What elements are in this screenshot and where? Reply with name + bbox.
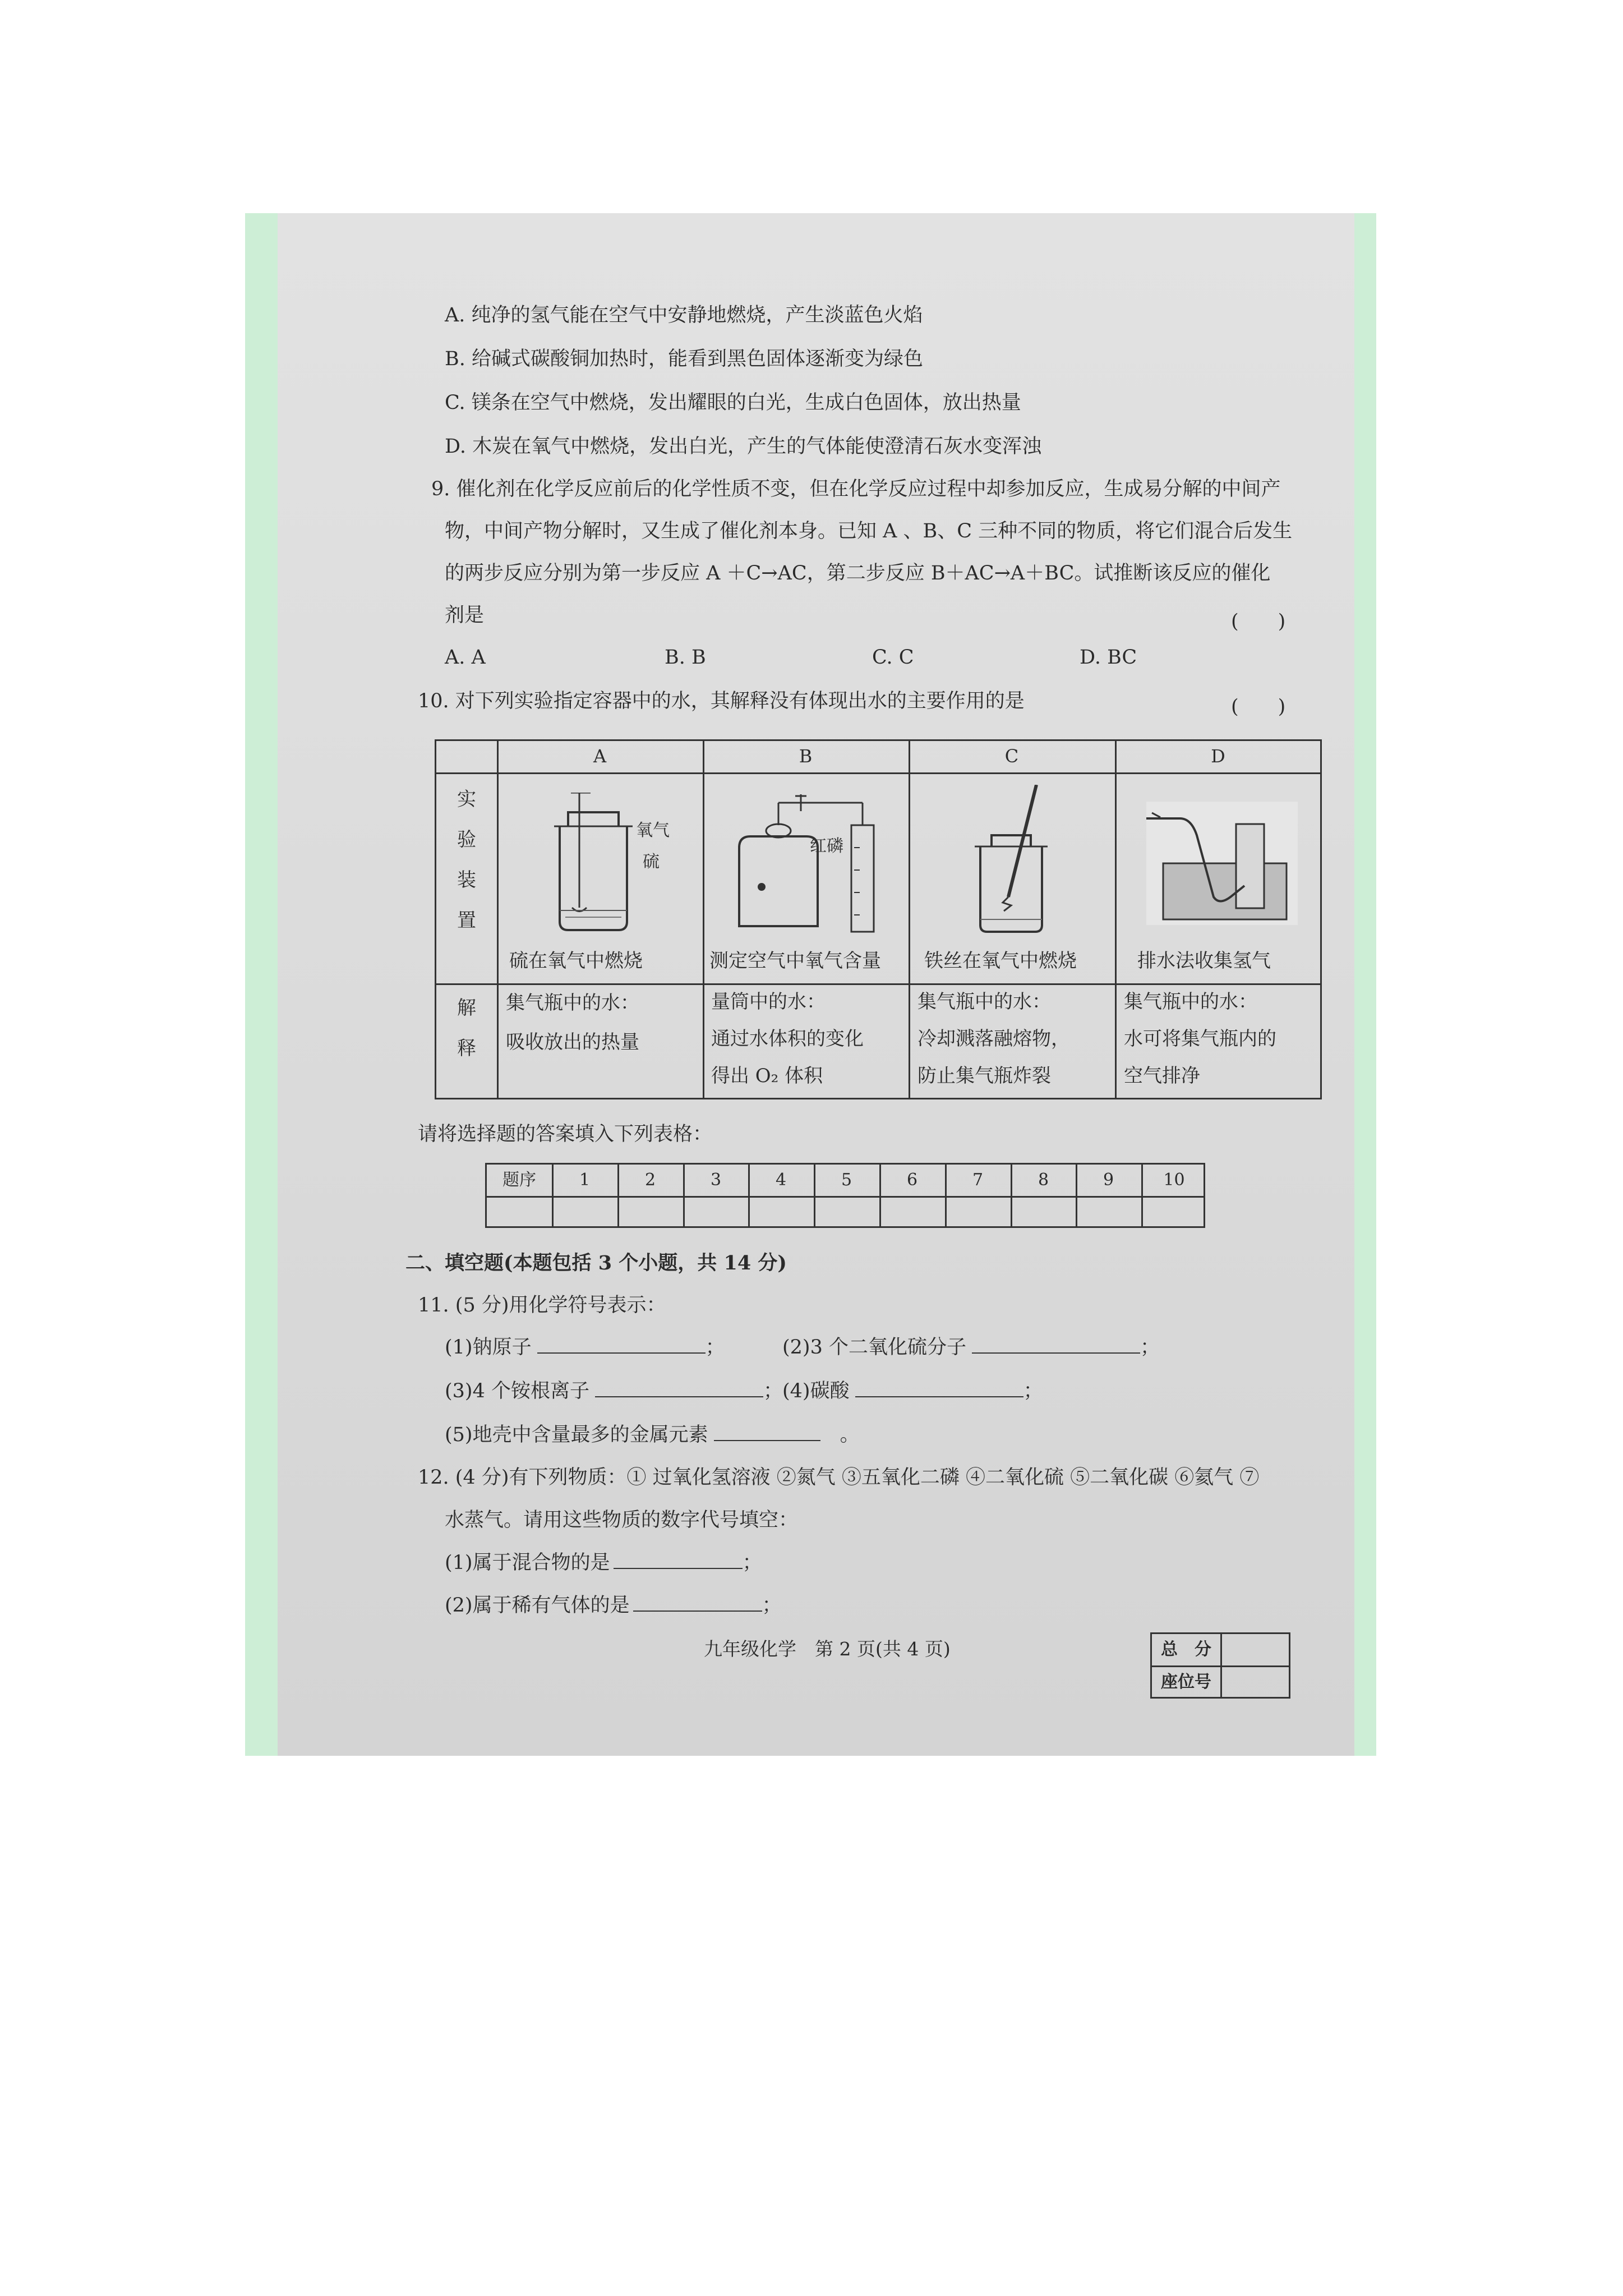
q11-item-2-label: (2)3 个二氧化硫分子 [782, 1336, 966, 1359]
caption-air-oxygen: 测定空气中氧气含量 [709, 950, 881, 972]
q12-item-2-blank[interactable] [633, 1594, 762, 1612]
answer-number-10: 10 [1163, 1170, 1185, 1190]
q11-item-1: (1)钠原子 ； [445, 1336, 725, 1359]
answer-number-1: 1 [579, 1170, 591, 1190]
q9-line-2: 物，中间产物分解时，又生成了催化剂本身。已知 A 、B、C 三种不同的物质，将它们混合后发生 [445, 520, 1293, 542]
explain-d-1: 集气瓶中的水： [1124, 991, 1257, 1013]
q11-stem: 11. (5 分)用化学符号表示： [418, 1294, 666, 1317]
row-label-setup-1: 实 [457, 788, 476, 811]
column-head-a: A [593, 746, 607, 767]
answer-table-prompt: 请将选择题的答案填入下列表格： [418, 1123, 713, 1145]
q11-item-5-blank[interactable] [714, 1423, 820, 1441]
answer-slot-6[interactable] [879, 1197, 945, 1228]
q8-option-a: A. 纯净的氢气能在空气中安静地燃烧，产生淡蓝色火焰 [445, 304, 923, 326]
answer-slot-4[interactable] [748, 1197, 814, 1228]
q12-line-2: 水蒸气。请用这些物质的数字代号填空： [445, 1509, 799, 1531]
total-score-label: 总 分 [1161, 1640, 1211, 1659]
answer-slot-8[interactable] [1011, 1197, 1076, 1228]
q12-line-1: 12. (4 分)有下列物质：① 过氧化氢溶液 ②氮气 ③五氧化二磷 ④二氧化硫 ⑤二氧化碳 ⑥氦气 ⑦ [418, 1466, 1260, 1489]
q11-item-3: (3)4 个铵根离子 ； [445, 1380, 783, 1402]
q9-line-1: 9. 催化剂在化学反应前后的化学性质不变，但在化学反应过程中却参加反应，生成易分解的中间产 [431, 478, 1281, 500]
q12-item-2-label: (2)属于稀有气体的是 [445, 1594, 630, 1617]
exam-paper [278, 213, 1354, 1756]
page-footer: 九年级化学 第 2 页(共 4 页) [704, 1638, 951, 1660]
explain-a-2: 吸收放出的热量 [506, 1031, 639, 1053]
q11-item-1-blank[interactable] [537, 1336, 706, 1354]
explain-b-3: 得出 O₂ 体积 [711, 1065, 823, 1087]
q9-option-d: D. BC [1080, 646, 1137, 669]
q8-option-c: C. 镁条在空气中燃烧，发出耀眼的白光，生成白色固体，放出热量 [445, 392, 1021, 414]
sulfur-jar-diagram [543, 793, 644, 938]
q11-item-5: (5)地壳中含量最多的金属元素 。 [445, 1424, 860, 1446]
answer-slot-1[interactable] [552, 1197, 617, 1228]
answer-slot-2[interactable] [617, 1197, 683, 1228]
answer-table [485, 1163, 1205, 1228]
q11-item-3-blank[interactable] [595, 1379, 763, 1397]
phosphorus-flask-diagram [728, 792, 885, 937]
label-red-phosphorus: 红磷 [810, 836, 843, 856]
q9-line-4: 剂是 [445, 604, 485, 627]
seat-number-label: 座位号 [1161, 1672, 1211, 1692]
row-label-setup-3: 装 [457, 869, 476, 891]
q11-item-2: (2)3 个二氧化硫分子 ； [782, 1336, 1160, 1359]
answer-slot-9[interactable] [1076, 1197, 1141, 1228]
label-oxygen: 氧气 [636, 821, 670, 840]
q11-item-4: (4)碳酸 ； [782, 1380, 1043, 1402]
water-collection-diagram [1146, 802, 1298, 925]
answer-slot-10[interactable] [1141, 1197, 1207, 1228]
q8-option-d: D. 木炭在氧气中燃烧，发出白光，产生的气体能使澄清石灰水变浑浊 [445, 435, 1042, 458]
answer-slot-5[interactable] [814, 1197, 879, 1228]
row-label-setup-4: 置 [457, 909, 476, 932]
column-head-c: C [1004, 746, 1019, 767]
q11-item-4-label: (4)碳酸 [782, 1380, 850, 1402]
explain-b-1: 量筒中的水： [711, 991, 826, 1013]
answer-number-5: 5 [841, 1170, 852, 1190]
q9-answer-paren: ( ) [1231, 610, 1286, 633]
answer-number-6: 6 [906, 1170, 918, 1190]
answer-slot-7[interactable] [945, 1197, 1011, 1228]
q10-answer-paren: ( ) [1231, 696, 1286, 718]
explain-c-2: 冷却溅落融熔物， [917, 1028, 1070, 1050]
row-label-explain-2: 释 [457, 1037, 476, 1060]
answer-number-9: 9 [1103, 1170, 1114, 1190]
q11-item-2-blank[interactable] [972, 1336, 1140, 1354]
explain-c-3: 防止集气瓶炸裂 [917, 1065, 1051, 1087]
column-head-b: B [799, 746, 813, 767]
q11-item-1-label: (1)钠原子 [445, 1336, 532, 1359]
q9-option-c: C. C [872, 646, 914, 669]
photo-background [245, 213, 1376, 1756]
explain-c-1: 集气瓶中的水： [917, 991, 1051, 1013]
q9-line-3: 的两步反应分别为第一步反应 A ＋C→AC，第二步反应 B＋AC→A＋BC。试推断该反应的催化 [445, 562, 1271, 585]
q10-stem: 10. 对下列实验指定容器中的水，其解释没有体现出水的主要作用的是 [418, 690, 1025, 712]
column-head-d: D [1211, 746, 1225, 767]
q12-item-1-label: (1)属于混合物的是 [445, 1552, 610, 1574]
row-label-explain-1: 解 [457, 997, 476, 1019]
label-sulfur: 硫 [643, 852, 660, 872]
explain-a-1: 集气瓶中的水： [506, 992, 639, 1014]
row-label-setup-2: 验 [457, 829, 476, 851]
iron-wire-jar-diagram [958, 785, 1064, 942]
answer-number-2: 2 [644, 1170, 656, 1190]
answer-number-8: 8 [1038, 1170, 1049, 1190]
explain-d-2: 水可将集气瓶内的 [1124, 1028, 1276, 1050]
q12-item-1-blank[interactable] [614, 1551, 743, 1569]
answer-table-header: 题序 [502, 1170, 536, 1190]
answer-number-3: 3 [710, 1170, 722, 1190]
score-box [1150, 1632, 1290, 1699]
q12-item-1: (1)属于混合物的是 ； [445, 1552, 762, 1574]
explain-d-3: 空气排净 [1124, 1065, 1200, 1087]
q9-option-a: A. A [445, 646, 486, 669]
q11-item-5-label: (5)地壳中含量最多的金属元素 [445, 1424, 708, 1446]
caption-iron-wire: 铁丝在氧气中燃烧 [924, 950, 1077, 972]
answer-slot-3[interactable] [683, 1197, 749, 1228]
caption-hydrogen: 排水法收集氢气 [1137, 950, 1271, 972]
q12-item-2: (2)属于稀有气体的是 ； [445, 1594, 782, 1617]
q8-option-b: B. 给碱式碳酸铜加热时，能看到黑色固体逐渐变为绿色 [445, 348, 923, 370]
section2-title: 二、填空题(本题包括 3 个小题，共 14 分) [405, 1251, 787, 1274]
answer-number-4: 4 [775, 1170, 787, 1190]
q11-item-4-blank[interactable] [855, 1379, 1023, 1397]
q9-option-b: B. B [665, 646, 706, 669]
experiment-table [435, 739, 1322, 1099]
caption-sulfur: 硫在氧气中燃烧 [509, 950, 643, 972]
explain-b-2: 通过水体积的变化 [711, 1028, 864, 1050]
answer-number-7: 7 [972, 1170, 984, 1190]
q11-item-3-label: (3)4 个铵根离子 [445, 1380, 589, 1402]
